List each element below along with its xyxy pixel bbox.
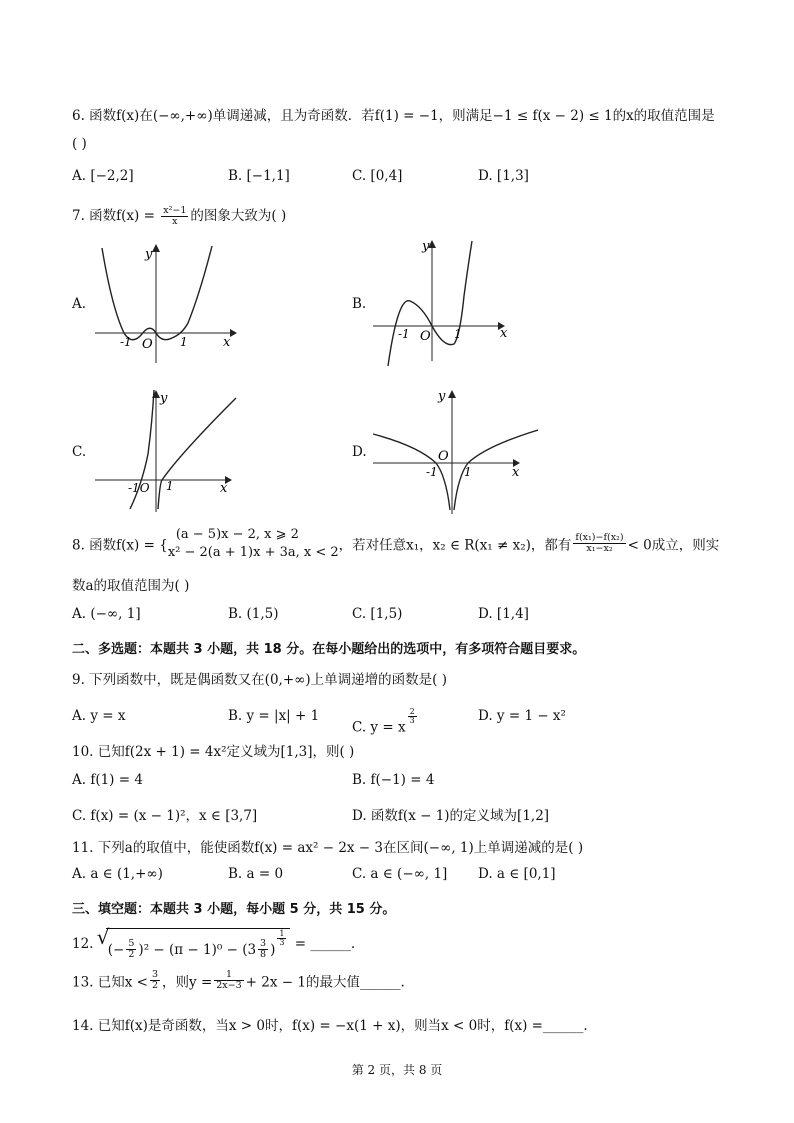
svg-text:1: 1 bbox=[180, 335, 188, 349]
svg-text:1: 1 bbox=[454, 327, 462, 341]
svg-text:1: 1 bbox=[464, 465, 472, 479]
q11-stem: 11. 下列a的取值中，能使函数f(x) = ax² − 2x − 3在区间(−∞, 1)上单调递减的是( ) bbox=[72, 840, 584, 856]
q6-option-a: A. [−2,2] bbox=[72, 168, 134, 184]
graph-c-label: C. bbox=[72, 444, 87, 460]
svg-text:y: y bbox=[438, 389, 446, 404]
svg-text:-1: -1 bbox=[120, 335, 132, 349]
q10-stem: 10. 已知f(2x + 1) = 4x²定义域为[1,3]，则( ) bbox=[72, 744, 355, 760]
svg-text:y: y bbox=[145, 247, 153, 262]
q12-stem: 12. √ (− $\frac{5}{2}$ )² − (π − 1)⁰ − (3 $\frac{3}{8}$ ) $\frac{1}{3}$ = ______. bbox=[72, 925, 356, 961]
svg-text:1: 1 bbox=[166, 479, 174, 493]
graph-b-label: B. bbox=[352, 296, 367, 312]
graph-d bbox=[368, 386, 538, 516]
q10-option-d: D. 函数f(x − 1)的定义域为[1,2] bbox=[352, 808, 550, 824]
q9-option-b: B. y = |x| + 1 bbox=[228, 708, 320, 724]
svg-text:y: y bbox=[160, 391, 168, 406]
svg-text:x: x bbox=[512, 465, 520, 480]
q9-option-c: C. y = x $\frac{2}{3}$ bbox=[352, 707, 415, 736]
section-3-heading: 三、填空题：本题共 3 小题，每小题 5 分，共 15 分。 bbox=[72, 902, 396, 917]
q8-piecewise: (a − 5)x − 2, x ⩾ 2 x² − 2(a + 1)x + 3a, x < 2 bbox=[167, 527, 339, 560]
svg-text:O: O bbox=[420, 329, 431, 344]
svg-text:-1O: -1O bbox=[128, 481, 150, 495]
radical-sign-icon: √ bbox=[96, 925, 110, 949]
svg-text:-1: -1 bbox=[398, 327, 410, 341]
q11-option-c: C. a ∈ (−∞, 1] bbox=[352, 866, 448, 882]
q8-stem: 8. 函数f(x) = { (a − 5)x − 2, x ⩾ 2 x² − 2(a + 1)x + 3a, x < 2 ，若对任意x₁，x₂ ∈ R(x₁ ≠ x₂)，都有 $\frac{\text{f(x₁)−f(x₂)}}{\text{x₁−x₂}}$ < 0成立，则实 bbox=[72, 527, 720, 560]
svg-text:O: O bbox=[438, 449, 449, 464]
svg-text:y: y bbox=[422, 239, 430, 254]
graph-a-label: A. bbox=[72, 296, 87, 312]
svg-text:x: x bbox=[220, 481, 228, 496]
q10-option-a: A. f(1) = 4 bbox=[72, 772, 143, 788]
q6-option-c: C. [0,4] bbox=[352, 168, 403, 184]
graph-c bbox=[90, 384, 240, 514]
q8-option-a: A. (−∞, 1] bbox=[72, 606, 141, 622]
q10-option-c: C. f(x) = (x − 1)²，x ∈ [3,7] bbox=[72, 808, 258, 824]
q8-option-c: C. [1,5) bbox=[352, 606, 403, 622]
q7-stem: 7. 函数f(x) = $\frac{\text{x²−1}}{x}$ 的图象大致为( ) bbox=[72, 205, 287, 227]
svg-text:x: x bbox=[223, 335, 231, 350]
q12-radical: √ (− $\frac{5}{2}$ )² − (π − 1)⁰ − (3 $\frac{3}{8}$ ) $\frac{1}{3}$ bbox=[106, 928, 291, 960]
svg-text:x: x bbox=[500, 326, 508, 341]
q10-option-b: B. f(−1) = 4 bbox=[352, 772, 435, 788]
q8-line2: 数a的取值范围为( ) bbox=[72, 578, 190, 594]
q14-stem: 14. 已知f(x)是奇函数，当x > 0时，f(x) = −x(1 + x)，则当x < 0时，f(x) =______. bbox=[72, 1018, 588, 1034]
q6-option-d: D. [1,3] bbox=[478, 168, 529, 184]
q11-option-d: D. a ∈ [0,1] bbox=[478, 866, 556, 882]
q7-fraction: $\frac{\text{x²−1}}{x}$ bbox=[163, 205, 187, 227]
page-footer: 第 2 页，共 8 页 bbox=[351, 1063, 443, 1077]
graph-a bbox=[90, 238, 240, 368]
q8-option-d: D. [1,4] bbox=[478, 606, 529, 622]
graph-b bbox=[368, 236, 518, 366]
section-2-heading: 二、多选题：本题共 3 小题，共 18 分。在每小题给出的选项中，有多项符合题目要求。 bbox=[72, 642, 586, 657]
q9-option-d: D. y = 1 − x² bbox=[478, 708, 566, 724]
graph-d-label: D. bbox=[352, 444, 367, 460]
q13-stem: 13. 已知x < $\frac{3}{2}$ ，则y = $\frac{1}{2x-3}$ + 2x − 1的最大值______. bbox=[72, 969, 405, 991]
q8-option-b: B. (1,5) bbox=[228, 606, 279, 622]
q6-paren: ( ) bbox=[72, 136, 87, 152]
svg-text:O: O bbox=[142, 337, 153, 352]
q6-stem: 6. 函数f(x)在(−∞,+∞)单调递减，且为奇函数．若f(1) = −1，则满足−1 ≤ f(x − 2) ≤ 1的x的取值范围是 bbox=[72, 108, 715, 124]
svg-text:-1: -1 bbox=[426, 465, 438, 479]
q6-option-b: B. [−1,1] bbox=[228, 168, 290, 184]
q11-option-b: B. a = 0 bbox=[228, 866, 284, 882]
q9-option-a: A. y = x bbox=[72, 708, 126, 724]
q9-stem: 9. 下列函数中，既是偶函数又在(0,+∞)上单调递增的函数是( ) bbox=[72, 672, 447, 688]
q8-fraction: $\frac{\text{f(x₁)−f(x₂)}}{\text{x₁−x₂}}$ bbox=[575, 532, 624, 555]
q11-option-a: A. a ∈ (1,+∞) bbox=[72, 866, 163, 882]
q9-c-exponent: $\frac{2}{3}$ bbox=[409, 707, 415, 726]
